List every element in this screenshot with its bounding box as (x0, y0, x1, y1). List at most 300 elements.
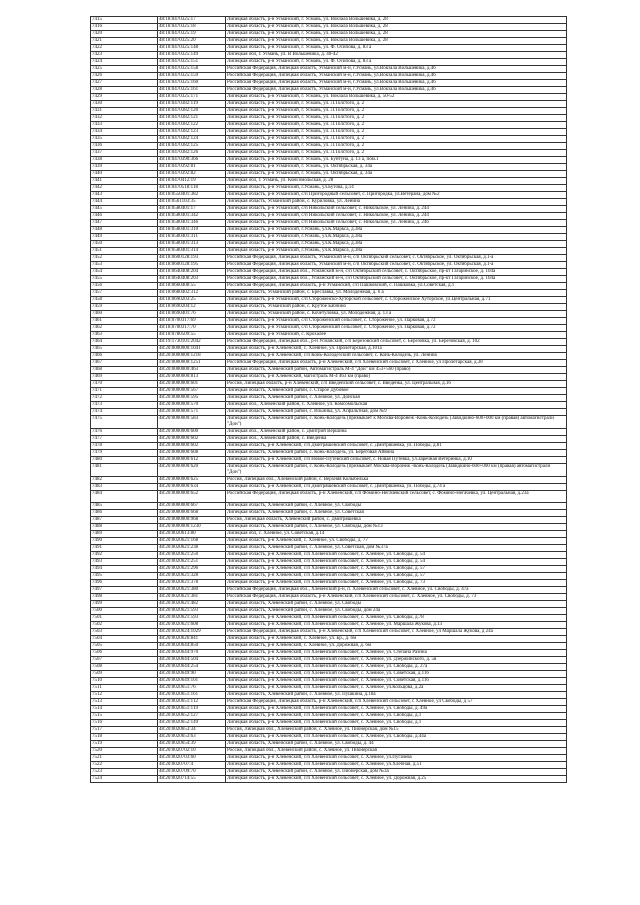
address-cell: Россия, Липецкая область, Хлевенский район, с. Дмитряшевка (226, 517, 567, 524)
row-number-cell: 7520 (91, 748, 158, 755)
row-number-cell: 7465 (91, 346, 158, 353)
table-row (91, 706, 567, 713)
row-number-cell: 7518 (91, 734, 158, 741)
address-cell: Липецкая область, р-н Хлевенский, с/п Хлевенский сельсовет, с. Хлевное, ул. Степана Разина (226, 650, 567, 657)
cadastral-number-cell: 48:20:0020652:149 (158, 720, 226, 727)
table-row (91, 87, 567, 94)
address-cell: Российская Федерация, Липецкая область, р-н Хлевенский, с/п Хлевенский сельсовет, с Хлевное, ул Маршала Жукова, д 24а (226, 629, 567, 636)
table-row (91, 643, 567, 650)
table-row (91, 164, 567, 171)
cadastral-number-cell: 48:20:0000000:608 (158, 450, 226, 457)
row-number-cell: 7493 (91, 559, 158, 566)
address-cell: Липецкая область, р-н Усманский, г. Усмань, ул. Вокзала Вольшевика, д. 50-52 (226, 94, 567, 101)
row-number-cell: 7446 (91, 213, 158, 220)
address-cell: Российская Федерация, Липецкая область, Усманский м-н, г.Усмань, ул.Вокзала Вольшевика, д.46 (226, 80, 567, 87)
address-cell: Липецкая область, р-н Хлевенский, с/п Хлевенский сельсовет, с. Хлевное, ул. Дорожная, д.25 (226, 776, 567, 783)
cadastral-number-cell: 48:19:1730101:2042 (158, 339, 226, 346)
address-cell: Липецкая область, р-н Усманский, с/п Стороженский сельсовет, с. Стороженое, ул. Парковая, д.72 (226, 325, 567, 332)
table-row (91, 171, 567, 178)
table-row (91, 671, 567, 678)
address-cell: Липецкая обл, г. Усмань, ул. В Вольшевика, д. 40-42 (226, 52, 567, 59)
row-number-cell: 7436 (91, 143, 158, 150)
cadastral-number-cell: 48:18:0690203:25 (158, 297, 226, 304)
row-number-cell: 7469 (91, 374, 158, 381)
row-number-cell: 7488 (91, 524, 158, 531)
address-cell: Липецкая область, р-н Усманский, с/п Никольский сельсовет, с. Никольское, ул. Ленина, д. 244 (226, 206, 567, 213)
table-row (91, 332, 567, 339)
row-number-cell: 7424 (91, 59, 158, 66)
cadastral-number-cell: 48:20:0000000:612 (158, 457, 226, 464)
cadastral-number-cell: 48:20:0000000:570 (158, 402, 226, 409)
address-cell: Липецкая область, р-н Хлевенский, с/п Хлевенский сельсовет, с. Хлевное, ул. Маршала Жукова, д.13 (226, 622, 567, 629)
row-number-cell: 7477 (91, 436, 158, 443)
row-number-cell: 7430 (91, 101, 158, 108)
address-cell: Липецкая область, р-н Усманский, с/п Никольский сельсовет, с. Никольское, ул. Ленина, д. 246 (226, 220, 567, 227)
registry-table (90, 16, 567, 783)
row-number-cell: 7470 (91, 381, 158, 388)
table-row (91, 769, 567, 776)
row-number-cell: 7456 (91, 283, 158, 290)
row-number-cell: 7475 (91, 416, 158, 429)
table-row (91, 573, 567, 580)
cadastral-number-cell: 48:18:0550401:382 (158, 192, 226, 199)
row-number-cell: 7505 (91, 643, 158, 650)
address-cell: Липецкая область, р-н Хлевенский, с/п Новое-Путевский сельсовет, с. Новая Путевка, ул.Заречная Ветеринка, д.10 (226, 457, 567, 464)
address-cell: Российская Федерация, Липецкая область, р-н Хлевенский, с/п Хлевенский сельсовет, с Хлевное, ул Свободы, д 57 (226, 699, 567, 706)
cadastral-number-cell: 48:20:0000000:595 (158, 395, 226, 402)
address-cell: Липецкая область, р-н Усманский, г. Усмань, ул. Октябрьская, д. 34а (226, 164, 567, 171)
row-number-cell: 7516 (91, 720, 158, 727)
address-cell: Липецкая область, р-н Хлевенский, с. Хлевное, ул. Пролетарская, д.101а (226, 346, 567, 353)
table-row (91, 545, 567, 552)
address-cell: Липецкая область, р-н Хлевенский, с/п Хлевенский сельсовет, с. Хлевное, ул. Свободы, д. 57 (226, 573, 567, 580)
cadastral-number-cell: 48:18:0580401:342 (158, 213, 226, 220)
row-number-cell: 7454 (91, 269, 158, 276)
table-row (91, 255, 567, 262)
cadastral-number-cell: 48:20:0020624:1029 (158, 629, 226, 636)
row-number-cell: 7483 (91, 484, 158, 491)
table-row (91, 122, 567, 129)
row-number-cell: 7438 (91, 157, 158, 164)
table-row (91, 31, 567, 38)
table-row (91, 664, 567, 671)
table-row (91, 94, 567, 101)
cadastral-number-cell: 48:18:0470382:121 (158, 115, 226, 122)
table-row (91, 213, 567, 220)
row-number-cell: 7521 (91, 755, 158, 762)
address-cell: Липецкая обл., Хлевенский район, с. Хлевное, ул. Комсомольская (226, 402, 567, 409)
cadastral-number-cell: 48:20:0020644:970 (158, 650, 226, 657)
cadastral-number-cell: 48:18:0470325:20 (158, 38, 226, 45)
address-cell: Липецкая область, р-н Хлевенский, с/п Хлевенский сельсовет, с. Хлевное, ул. Свободы, д. 54 (226, 559, 567, 566)
cadastral-number-cell: 48:18:0470325:160 (158, 80, 226, 87)
row-number-cell: 7474 (91, 409, 158, 416)
cadastral-number-cell: 48:20:0000000:571 (158, 409, 226, 416)
table-row (91, 657, 567, 664)
address-cell: Липецкая область, р-н Хлевенский, с/п Хлевенский сельсовет, с. Хлевное, ул. Свободы, д. 54 (226, 552, 567, 559)
row-number-cell: 7486 (91, 510, 158, 517)
address-cell: Липецкая область, р-н Хлевенский, с. Хлевное, ул. Бр., д. 6м (226, 636, 567, 643)
cadastral-number-cell: 48:20:0000000:567 (158, 388, 226, 395)
cadastral-number-cell: 48:20:0000000:667 (158, 503, 226, 510)
cadastral-number-cell: 48:18:0470325:161 (158, 87, 226, 94)
address-cell: Липецкая область, р-н Хлевенский, с/п Хлевенский сельсовет, с. Хлевное, ул. Дзержинского, д. 5в (226, 657, 567, 664)
cadastral-number-cell: 48:20:0000000:1041 (158, 346, 226, 353)
row-number-cell: 7460 (91, 311, 158, 318)
table-body (91, 17, 567, 783)
address-cell: Липецкая область, р-н Усманский, г.Усмань, ул.К.Маркса, д.38а (226, 227, 567, 234)
address-cell: Липецкая область, р-н Усманский, г. Усмань, ул. Л.Толстого, д. 2 (226, 143, 567, 150)
table-row (91, 538, 567, 545)
row-number-cell: 7426 (91, 73, 158, 80)
address-cell: Российская Федерация, Липецкая область, р-н Усманский, с/п Пашковский, с. Пашковка, ул.Советская, д.1 (226, 283, 567, 290)
address-cell: Российская Федерация, Липецкая обл., р-н Усманский, с/п Березовский сельсовет, с. Березовка, ул. Березовская, д. 102 (226, 339, 567, 346)
row-number-cell: 7462 (91, 325, 158, 332)
row-number-cell: 7444 (91, 199, 158, 206)
table-row (91, 762, 567, 769)
row-number-cell: 7494 (91, 566, 158, 573)
address-cell: Липецкая область, р-н Усманский, г. Усмань, ул. Л.Толстого, д. 2 (226, 129, 567, 136)
address-cell: Липецкая обл, с. Хлевное, ул. Советская, д.14 (226, 531, 567, 538)
address-cell: Липецкая область, р-н Усманский, г. Усмань, ул. Л.Толстого, д. 2 (226, 115, 567, 122)
address-cell: Липецкая область, р-н Усманский, г. Усмань, ул. Октябрьская, д. 34а (226, 171, 567, 178)
cadastral-number-cell: 48:20:0000000:1218 (158, 353, 226, 360)
row-number-cell: 7500 (91, 608, 158, 615)
row-number-cell: 7482 (91, 477, 158, 484)
row-number-cell: 7439 (91, 164, 158, 171)
row-number-cell: 7523 (91, 769, 158, 776)
cadastral-number-cell: 48:18:0600128:193 (158, 255, 226, 262)
table-row (91, 436, 567, 443)
cadastral-number-cell: 48:20:0020621:250 (158, 552, 226, 559)
table-row (91, 101, 567, 108)
table-row (91, 566, 567, 573)
table-row (91, 608, 567, 615)
address-cell: Липецкая область, р-н Хлевенский, с/п Хлевенский сельсовет, с. Хлевное, ул. Свободы, д. 49а (226, 706, 567, 713)
cadastral-number-cell: 48:20:0020644:850 (158, 643, 226, 650)
cadastral-number-cell: 48:20:0020621:251 (158, 559, 226, 566)
table-row (91, 192, 567, 199)
row-number-cell: 7472 (91, 395, 158, 402)
cadastral-number-cell: 48:18:0640408:204 (158, 269, 226, 276)
table-row (91, 559, 567, 566)
table-row (91, 477, 567, 484)
table-row (91, 720, 567, 727)
address-cell: Российская Федерация, Липецкая область, Усманский м-н, с/п Октябрьский сельсовет, с. Октябрьское, ул. Октябрьская, д.1-а (226, 255, 567, 262)
address-cell: Липецкая область, Хлевенский район, с. Ильинка, ул. Асфальтная, дом №9 (226, 409, 567, 416)
address-cell: Липецкая область, Усманский район, с. Крутое Бабчино (226, 304, 567, 311)
table-row (91, 450, 567, 457)
table-row (91, 748, 567, 755)
table-row (91, 510, 567, 517)
table-row (91, 248, 567, 255)
address-cell: Липецкая область, р-н Усманский, с/п Стороженский сельсовет, с. Стороженое, ул. Парковая, д.72 (226, 318, 567, 325)
row-number-cell: 7451 (91, 248, 158, 255)
table-row (91, 388, 567, 395)
address-cell: Липецкая область, р-н Хлевенский, с/п Хлевенский сельсовет, с. Хлевное, ул.Пугачева (226, 755, 567, 762)
table-row (91, 402, 567, 409)
cadastral-number-cell: 48:20:0020621:593 (158, 608, 226, 615)
address-cell: Липецкая область, р-н Хлевенский, с/п Хлевенский сельсовет, с. Хлевное, ул. Свободы, д. 57 (226, 566, 567, 573)
table-row (91, 491, 567, 503)
address-cell: Липецкая область, р-н Усманский, г. Усмань, ул. Вокзала Вольшевика, д. 28 (226, 38, 567, 45)
cadastral-number-cell: 48:20:0000000:601 (158, 381, 226, 388)
table-row (91, 283, 567, 290)
table-row (91, 339, 567, 346)
cadastral-number-cell: 48:20:0020621:328 (158, 573, 226, 580)
address-cell: Липецкая область, р-н Хлевенский, с/п Хлевенский сельсовет, с. Хлевное, ул. Свободы, д. 73 (226, 580, 567, 587)
cadastral-number-cell: 48:18:0470325:171 (158, 94, 226, 101)
row-number-cell: 7431 (91, 108, 158, 115)
cadastral-number-cell: 48:18:0580401:17 (158, 206, 226, 213)
cadastral-number-cell: 48:20:0020652:127 (158, 713, 226, 720)
cadastral-number-cell: 48:20:0020621:296 (158, 566, 226, 573)
cadastral-number-cell: 48:20:0020651:119 (158, 706, 226, 713)
address-cell: Липецкая область, р-н Усманский, с/п Стороженско-Хуторской сельсовет, с. Стороженское Хуторское, ул.Центральная, д.71 (226, 297, 567, 304)
address-cell: Липецкая область, р-н Усманский, г. Усмань, ул. Л.Толстого, д. 2 (226, 122, 567, 129)
table-row (91, 150, 567, 157)
table-row (91, 457, 567, 464)
table-row (91, 416, 567, 429)
address-cell: Липецкая область, Хлевенский район, с. Хлевное, ул. Свободы, дом 24а (226, 608, 567, 615)
cadastral-number-cell: 48:18:0580401:313 (158, 241, 226, 248)
row-number-cell: 7443 (91, 192, 158, 199)
cadastral-number-cell: 48:18:0690204:12 (158, 304, 226, 311)
row-number-cell: 7432 (91, 115, 158, 122)
table-row (91, 353, 567, 360)
cadastral-number-cell: 48:18:0470325:151 (158, 59, 226, 66)
table-row (91, 360, 567, 367)
table-row (91, 318, 567, 325)
address-cell: Россия, Липецкая обл., Хлевенский район, с. Хлевное, ул. Пионерская (226, 748, 567, 755)
table-row (91, 276, 567, 283)
cadastral-number-cell: 48:18:0470325:158 (158, 66, 226, 73)
address-cell: Россия, Липецкая обл., Хлевенский район, с. Верхняя Колыбелька (226, 477, 567, 484)
address-cell: Липецкая область, р-н Усманский, г.Усмань, ул.Бутова, д.14 (226, 185, 567, 192)
address-cell: Липецкая область, Хлевенский район, с. Хлевное, ул. Свободы, дом №13 (226, 524, 567, 531)
address-cell: Липецкая область, р-н Усманский, г.Усмань, ул.К.Маркса, д.38а (226, 241, 567, 248)
table-row (91, 220, 567, 227)
cadastral-number-cell: 48:20:0000000:1230 (158, 524, 226, 531)
row-number-cell: 7473 (91, 402, 158, 409)
address-cell: Российская Федерация, Липецкая область, р-н Хлевенский, с/п Хлевенский сельсовет, с. Хлевное, ул. Свободы, д. 73 (226, 594, 567, 601)
address-cell: Липецкая область, р-н Хлевенский, с/п Хлевенский сельсовет, с. Хлевное, ул. Свободы, д.78 (226, 615, 567, 622)
cadastral-number-cell: 48:20:0020702:10 (158, 748, 226, 755)
row-number-cell: 7420 (91, 31, 158, 38)
cadastral-number-cell: 48:18:0690401:76 (158, 311, 226, 318)
row-number-cell: 7522 (91, 762, 158, 769)
row-number-cell: 7485 (91, 503, 158, 510)
row-number-cell: 7517 (91, 727, 158, 734)
row-number-cell: 7450 (91, 241, 158, 248)
row-number-cell: 7440 (91, 171, 158, 178)
address-cell: Липецкая область, р-н Усманский, г. Усмань, ул. Вокзала Вольшевика, д. 28 (226, 31, 567, 38)
row-number-cell: 7463 (91, 332, 158, 339)
row-number-cell: 7495 (91, 573, 158, 580)
address-cell: Российская Федерация, Липецкая область, Усманский м-н, с/п Октябрьский сельсовет, с. Октябрьское, ул. Октябрьская, д.1-а (226, 262, 567, 269)
cadastral-number-cell: 48:18:0680402:312 (158, 290, 226, 297)
table-row (91, 381, 567, 388)
table-row (91, 304, 567, 311)
table-row (91, 325, 567, 332)
cadastral-number-cell: 48:20:0020707:4 (158, 762, 226, 769)
table-row (91, 503, 567, 510)
cadastral-number-cell: 48:18:0580401:346 (158, 220, 226, 227)
cadastral-number-cell: 48:20:0020649:101 (158, 678, 226, 685)
cadastral-number-cell: 48:18:0470382:124 (158, 136, 226, 143)
row-number-cell: 7458 (91, 297, 158, 304)
address-cell: Липецкая область, р-н Усманский, г. Усмань, ул. Л.Толстого, д. 2 (226, 108, 567, 115)
address-cell: Липецкая область, Хлевенский район, с. Старое Дубовое (226, 388, 567, 395)
table-row (91, 178, 567, 185)
address-cell: Липецкая область, Хлевенский район, с. Хлевное, ул. Пионерская, дом №3а (226, 769, 567, 776)
row-number-cell: 7487 (91, 517, 158, 524)
cadastral-number-cell: 48:18:0470325:17 (158, 17, 226, 24)
table-row (91, 517, 567, 524)
row-number-cell: 7496 (91, 580, 158, 587)
address-cell: Российская Федерация, Липецкая область, р-н Хлевенский, с/п Хлевенский сельсовет, с Хлевное, ул Пролетарская, д.38 (226, 360, 567, 367)
table-row (91, 52, 567, 59)
address-cell: Липецкая область, Хлевенский район, с. Конь-Колодезь (примыкает к Москва-Воронеж -Конь-Колодезь (Завидкино-600+000 км (правая) автомагистрали "Дон") (226, 416, 567, 429)
cadastral-number-cell: 48:18:0700317:70 (158, 325, 226, 332)
cadastral-number-cell: 48:18:0700317:69 (158, 318, 226, 325)
cadastral-number-cell: 48:20:0020621:593 (158, 615, 226, 622)
row-number-cell: 7421 (91, 38, 158, 45)
table-row (91, 650, 567, 657)
table-row (91, 227, 567, 234)
address-cell: Липецкая область, р-н Усманский, г. Усмань, ул. Л.Толстого, д. 2 (226, 101, 567, 108)
row-number-cell: 7507 (91, 657, 158, 664)
address-cell: Липецкая область, р-н Хлевенский, с. Хлевное, ул. Свободы, д. 77 (226, 538, 567, 545)
cadastral-number-cell: 48:20:0020644:254 (158, 664, 226, 671)
address-cell: Липецкая область, р-н Усманский, с. Крохалее (226, 332, 567, 339)
row-number-cell: 7519 (91, 741, 158, 748)
table-row (91, 269, 567, 276)
table-row (91, 346, 567, 353)
table-row (91, 73, 567, 80)
row-number-cell: 7510 (91, 678, 158, 685)
table-row (91, 615, 567, 622)
address-cell: Липецкая обл., Хлевенский район, с. Дмитрий Вершина (226, 429, 567, 436)
table-row (91, 692, 567, 699)
table-row (91, 776, 567, 783)
table-row (91, 531, 567, 538)
cadastral-number-cell: 48:20:0020714:55 (158, 776, 226, 783)
row-number-cell: 7515 (91, 713, 158, 720)
row-number-cell: 7433 (91, 122, 158, 129)
row-number-cell: 7425 (91, 66, 158, 73)
row-number-cell: 7498 (91, 594, 158, 601)
row-number-cell: 7509 (91, 671, 158, 678)
row-number-cell: 7449 (91, 234, 158, 241)
address-cell: Липецкая область, р-н Хлевенский, с/п Дмитряшевский сельсовет, с. Дмитряшевка, ул. Победы, д.74 а (226, 484, 567, 491)
row-number-cell: 7466 (91, 353, 158, 360)
address-cell: Липецкая область, Усманский район, с. Куриловка, ул. Ленина (226, 199, 567, 206)
address-cell: Липецкая область, р-н Хлевенский, с/п Хлевенский сельсовет, с. Хлевное, ул. Советская, д.116 (226, 678, 567, 685)
cadastral-number-cell: 48:20:0000000:625 (158, 477, 226, 484)
row-number-cell: 7478 (91, 443, 158, 450)
row-number-cell: 7445 (91, 206, 158, 213)
address-cell: Липецкая область, р-н Хлевенский, с. Хлевное, ул. Дорожная, д. 6м (226, 643, 567, 650)
address-cell: Липецкая область, р-н Усманский, г. Усмань, ул. Бунтуна, д. 13 а, пом.1 (226, 157, 567, 164)
row-number-cell: 7492 (91, 552, 158, 559)
table-row (91, 629, 567, 636)
address-cell: Липецкая область, р-н Усманский, г. Усмань, ул. Ф. Осипова, д. 83 а (226, 59, 567, 66)
table-row (91, 552, 567, 559)
cadastral-number-cell: 48:18:0470325:149 (158, 52, 226, 59)
row-number-cell: 7504 (91, 636, 158, 643)
cadastral-number-cell: 48:20:0020654:39 (158, 741, 226, 748)
cadastral-number-cell: 48:20:0020649:90 (158, 671, 226, 678)
cadastral-number-cell: 48:18:0470325:159 (158, 73, 226, 80)
row-number-cell: 7455 (91, 276, 158, 283)
row-number-cell: 7481 (91, 464, 158, 477)
table-row (91, 38, 567, 45)
table-row (91, 185, 567, 192)
table-row (91, 594, 567, 601)
row-number-cell: 7452 (91, 255, 158, 262)
table-row (91, 241, 567, 248)
table-row (91, 199, 567, 206)
table-row (91, 143, 567, 150)
address-cell: Липецкая обл, г. Усмань, ул. Комсомольская, д. 28 (226, 178, 567, 185)
cadastral-number-cell: 48:20:0020703:60 (158, 755, 226, 762)
cadastral-number-cell: 48:20:0020621:380 (158, 587, 226, 594)
cadastral-number-cell: 48:18:0780509:55 (158, 332, 226, 339)
address-cell: Липецкая область, Хлевенский район, с. Хлевное, ул. Советская, дом №37а (226, 545, 567, 552)
address-cell: Липецкая область, Усманский район, с. Бреславка, ул. Молодёжная, д. 6 а (226, 290, 567, 297)
address-cell: Липецкая область, Хлевенский район, с. Хлевное, ул. Свободы (226, 601, 567, 608)
address-cell: Липецкая область, р-н Усманский, г. Усмань, ул. Л.Толстого, д. 2 (226, 136, 567, 143)
cadastral-number-cell: 48:20:0000000:600 (158, 429, 226, 436)
table-row (91, 685, 567, 692)
cadastral-number-cell: 48:18:0580401:314 (158, 248, 226, 255)
cadastral-number-cell: 48:20:0000000:968 (158, 517, 226, 524)
table-row (91, 129, 567, 136)
row-number-cell: 7503 (91, 629, 158, 636)
address-cell: Липецкая область, р-н Усманский, г.Усмань, ул.К.Маркса, д.38а (226, 248, 567, 255)
row-number-cell: 7514 (91, 706, 158, 713)
address-cell: Липецкая область, р-н Хлевенский, с/п Хлевенский сельсовет, с. Хлевное, ул. Свободы, д. 27а (226, 664, 567, 671)
cadastral-number-cell: 48:20:0020626:841 (158, 636, 226, 643)
table-row (91, 601, 567, 608)
cadastral-number-cell: 48:20:0020621:168 (158, 538, 226, 545)
cadastral-number-cell: 48:20:0020653:34 (158, 727, 226, 734)
address-cell: Липецкая область, р-н Хлевенский, с/п Хлевенский сельсовет, с. Хлевное, ул. Свободы, д.44а (226, 734, 567, 741)
cadastral-number-cell: 48:18:0470382:119 (158, 101, 226, 108)
address-cell: Липецкая область, Хлевенский район, с. Хлевное, ул. Донская (226, 395, 567, 402)
cadastral-number-cell: 48:20:0000000:813 (158, 374, 226, 381)
table-row (91, 115, 567, 122)
table-row (91, 108, 567, 115)
address-cell: Липецкая область, Хлевенский район, с. Хлевное, ул. Советская (226, 510, 567, 517)
address-cell: Российская Федерация, Липецкая область, р-н Хлевенский, с/п Фомино-Негачевский сельсовет, с. Фомино-Негачевка, ул. Центральная, д.23а (226, 491, 567, 503)
address-cell: Липецкая область, р-н Хлевенский, с/п Хлевенский сельсовет, с. Хлевное, ул. Свободы, д.1 (226, 713, 567, 720)
table-row (91, 45, 567, 52)
cadastral-number-cell: 48:20:0000000:463 (158, 367, 226, 374)
row-number-cell: 7429 (91, 94, 158, 101)
table-row (91, 429, 567, 436)
address-cell: Российская Федерация, Липецкая обл., Усманский м-н, с/п Октябрьский сельсовет, с. Октябрьское, пр-кт Гагаринское, д. 104а (226, 269, 567, 276)
row-number-cell: 7471 (91, 388, 158, 395)
table-row (91, 311, 567, 318)
row-number-cell: 7484 (91, 491, 158, 503)
cadastral-number-cell: 48:20:0000000:602 (158, 443, 226, 450)
row-number-cell: 7422 (91, 45, 158, 52)
table-row (91, 443, 567, 450)
address-cell: Российская Федерация, Липецкая область, Усманский м-н, г.Усмань, ул.Вокзала Вольшевика, д.46 (226, 73, 567, 80)
table-row (91, 80, 567, 87)
